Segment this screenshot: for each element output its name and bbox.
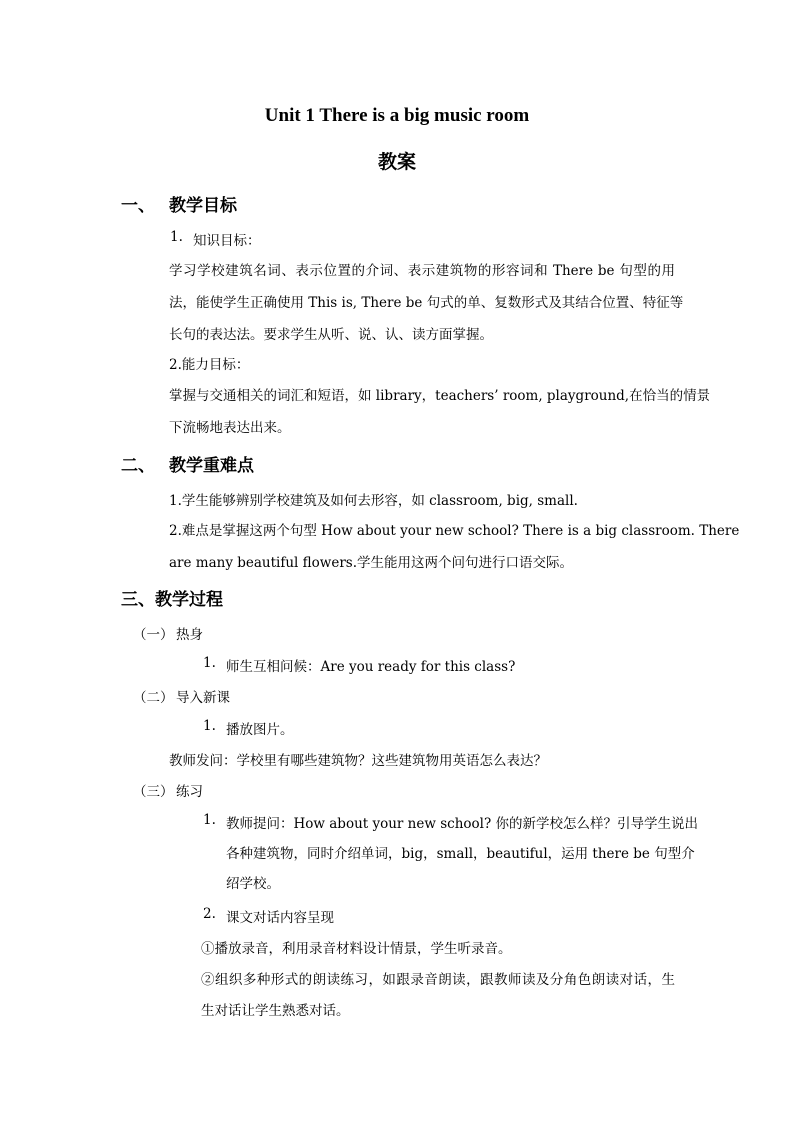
- part-1-title: 热身: [176, 627, 203, 643]
- section-1-heading: 教学目标: [169, 196, 237, 216]
- part-3-item-2-number: 2.: [203, 906, 216, 922]
- paragraph-line: are many beautiful flowers.学生能用这两个问句进行口语交际。: [169, 555, 574, 571]
- paragraph-line: 生对话让学生熟悉对话。: [201, 1003, 350, 1019]
- paragraph-line: 下流畅地表达出来。: [169, 420, 291, 436]
- section-2-heading: 教学重难点: [169, 456, 254, 476]
- document-title: Unit 1 There is a big music room: [264, 105, 530, 126]
- part-3-item-1-text: [226, 812, 698, 892]
- part-1-item-1-text: 师生互相问候：Are you ready for this class?: [226, 659, 516, 675]
- part-2-item-1-number: 1.: [203, 718, 216, 734]
- paragraph-line: 学习学校建筑名词、表示位置的介词、表示建筑物的形容词和 There be 句型的用: [169, 263, 675, 279]
- paragraph-line: 2.难点是掌握这两个句型 How about your new school? There is a big classroom. There: [169, 523, 740, 539]
- section-1-paragraph-2: [169, 384, 711, 436]
- paragraph-line: 长句的表达法。要求学生从听、说、认、读方面掌握。: [169, 327, 493, 343]
- part-3-item-2-text: 课文对话内容呈现: [226, 910, 334, 926]
- part-3-item-1-number: 1.: [203, 812, 216, 828]
- section-2-item-2: [169, 519, 740, 571]
- part-3-label: （三）: [133, 784, 174, 800]
- part-3-step-1: ①播放录音，利用录音材料设计情景，学生听录音。: [201, 941, 512, 957]
- paragraph-line: 各种建筑物，同时介绍单词，big，small，beautiful，运用 there be 句型介: [226, 846, 695, 862]
- part-1-label: （一）: [133, 627, 174, 643]
- part-1-item-1-number: 1.: [203, 655, 216, 671]
- paragraph-line: 绍学校。: [226, 876, 280, 892]
- part-3-step-2: [201, 968, 675, 1019]
- section-3-heading: 三、教学过程: [121, 590, 223, 610]
- paragraph-line: ②组织多种形式的朗读练习，如跟录音朗读，跟教师读及分角色朗读对话，生: [201, 972, 675, 988]
- document-subtitle: 教案: [377, 151, 416, 173]
- part-2-label: （二）: [133, 690, 174, 706]
- section-1-item-1-text: 知识目标：: [193, 233, 261, 249]
- part-3-title: 练习: [176, 784, 203, 800]
- section-1-paragraph-1: [169, 259, 684, 343]
- part-2-item-1-text: 播放图片。: [226, 722, 294, 738]
- part-2-title: 导入新课: [176, 690, 230, 706]
- part-2-question: 教师发问：学校里有哪些建筑物？这些建筑物用英语怎么表达？: [169, 753, 547, 769]
- paragraph-line: 教师提问：How about your new school? 你的新学校怎么样？引导学生说出: [226, 816, 698, 832]
- section-1-item-2: 2.能力目标：: [169, 357, 250, 373]
- section-2-number: 二、: [121, 456, 155, 476]
- paragraph-line: 掌握与交通相关的词汇和短语，如 library，teachers’ room, playground,在恰当的情景: [169, 388, 711, 404]
- paragraph-line: 法，能使学生正确使用 This is, There be 句式的单、复数形式及其结合位置、特征等: [169, 295, 684, 311]
- section-1-item-1-number: 1.: [170, 229, 183, 245]
- section-1-number: 一、: [121, 196, 155, 216]
- section-2-item-1: 1.学生能够辨别学校建筑及如何去形容，如 classroom, big, small.: [169, 493, 578, 509]
